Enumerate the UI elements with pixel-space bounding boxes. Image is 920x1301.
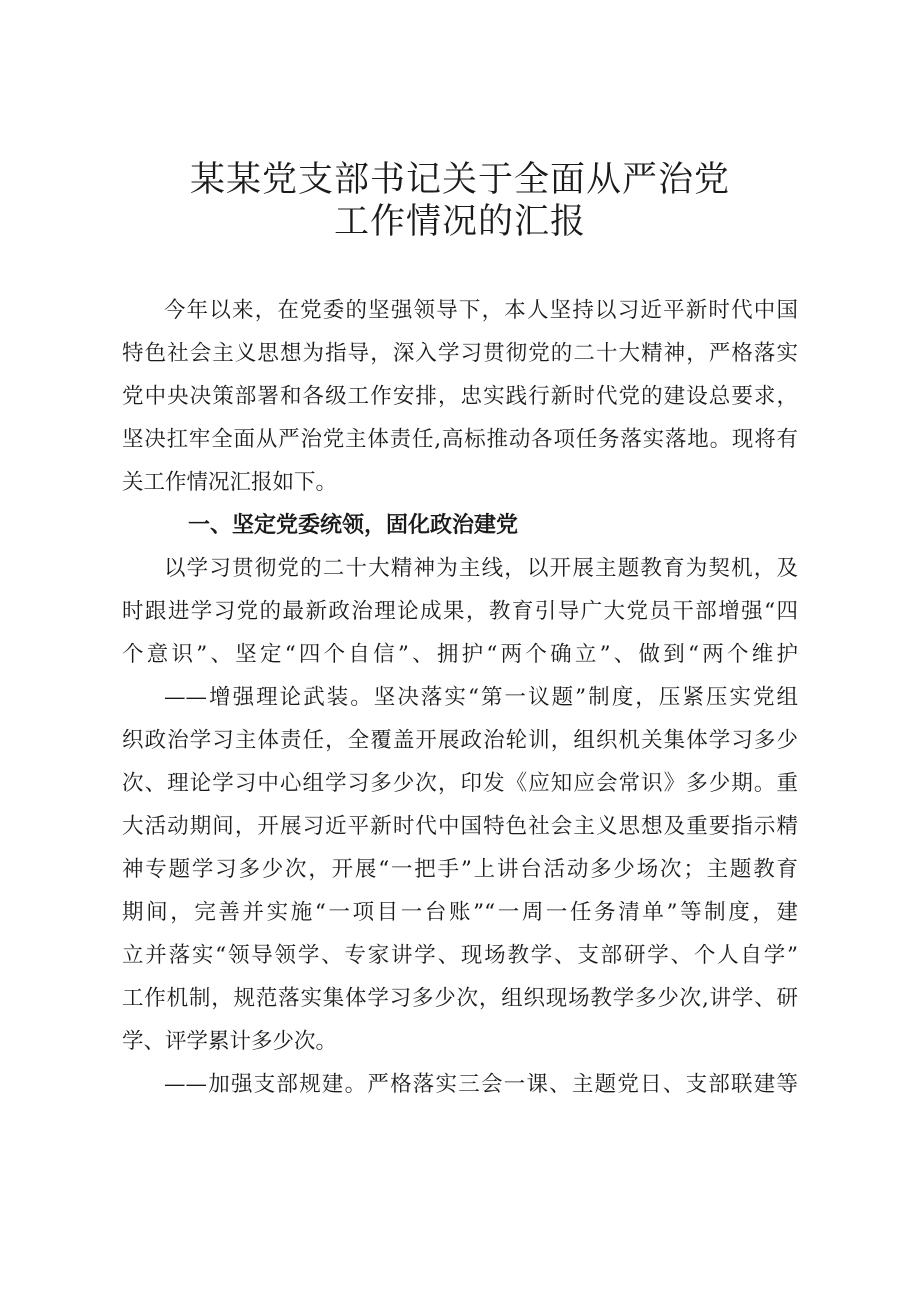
body-line: 学、评学累计多少次。 bbox=[122, 1029, 338, 1054]
body-line: ——增强理论武装。坚决落实“第一议题”制度，压紧压实党组 bbox=[164, 685, 798, 710]
body-line: 立并落实“领导领学、专家讲学、现场教学、支部研学、个人自学” bbox=[122, 943, 798, 968]
body-line: 时跟进学习党的最新政治理论成果，教育引导广大党员干部增强“四 bbox=[122, 599, 798, 624]
body-line: 以学习贯彻党的二十大精神为主线，以开展主题教育为契机，及 bbox=[164, 556, 798, 581]
body-line: 个意识”、坚定“四个自信”、拥护“两个确立”、做到“两个维护 bbox=[122, 642, 798, 667]
body-line: ——加强支部规建。严格落实三会一课、主题党日、支部联建等 bbox=[164, 1072, 798, 1097]
title-line-1: 某某党支部书记关于全面从严治党 bbox=[189, 160, 730, 200]
body-line: 工作机制，规范落实集体学习多少次，组织现场教学多少次,讲学、研 bbox=[122, 986, 798, 1011]
intro-line: 坚决扛牢全面从严治党主体责任,高标推动各项任务落实落地。现将有 bbox=[122, 427, 798, 452]
intro-line: 党中央决策部署和各级工作安排，忠实践行新时代党的建设总要求， bbox=[122, 384, 798, 409]
body-line: 大活动期间，开展习近平新时代中国特色社会主义思想及重要指示精 bbox=[122, 814, 798, 839]
section-heading: 一、坚定党委统领，固化政治建党 bbox=[188, 513, 519, 538]
body-line: 织政治学习主体责任，全覆盖开展政治轮训，组织机关集体学习多少 bbox=[122, 728, 798, 753]
intro-line: 关工作情况汇报如下。 bbox=[122, 470, 338, 495]
body-line: 期间，完善并实施“一项目一台账”“一周一任务清单”等制度，建 bbox=[122, 900, 798, 925]
title-line-2: 工作情况的汇报 bbox=[333, 202, 586, 242]
body-line: 神专题学习多少次，开展“一把手”上讲台活动多少场次；主题教育 bbox=[122, 857, 798, 882]
intro-line: 特色社会主义思想为指导，深入学习贯彻党的二十大精神，严格落实 bbox=[122, 341, 798, 366]
body-line: 次、理论学习中心组学习多少次，印发《应知应会常识》多少期。重 bbox=[122, 771, 798, 796]
intro-line: 今年以来，在党委的坚强领导下，本人坚持以习近平新时代中国 bbox=[164, 298, 798, 323]
